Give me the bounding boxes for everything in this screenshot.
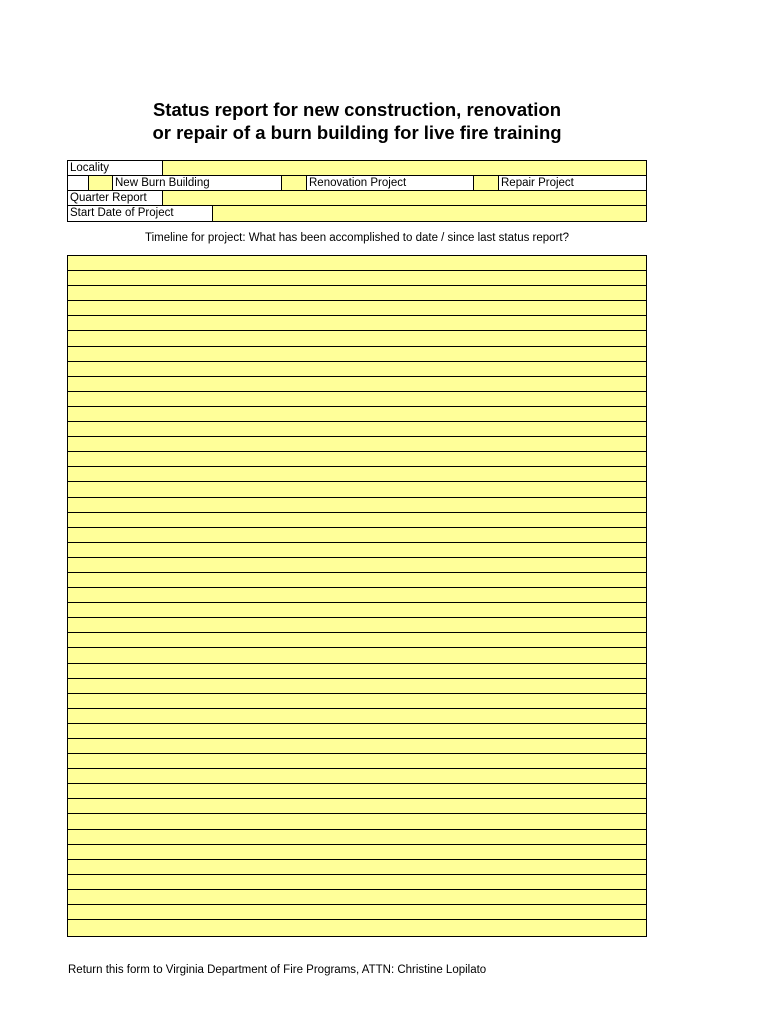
- timeline-entry-line[interactable]: [68, 784, 646, 799]
- timeline-entry-line[interactable]: [68, 845, 646, 860]
- project-type-row: [68, 176, 646, 191]
- renovation-project-label: Renovation Project: [306, 176, 473, 190]
- timeline-entry-line[interactable]: [68, 664, 646, 679]
- spacer-cell: [68, 176, 88, 190]
- timeline-entry-line[interactable]: [68, 769, 646, 784]
- timeline-entry-line[interactable]: [68, 482, 646, 497]
- start-date-label: Start Date of Project: [68, 206, 212, 221]
- locality-row: [68, 161, 646, 176]
- timeline-entry-line[interactable]: [68, 377, 646, 392]
- timeline-entry-line[interactable]: [68, 679, 646, 694]
- timeline-entry-line[interactable]: [68, 316, 646, 331]
- timeline-entry-line[interactable]: [68, 558, 646, 573]
- new-burn-building-label: New Burn Building: [112, 176, 281, 190]
- timeline-entry-line[interactable]: [68, 513, 646, 528]
- timeline-entry-line[interactable]: [68, 528, 646, 543]
- timeline-entry-line[interactable]: [68, 633, 646, 648]
- locality-field[interactable]: [162, 161, 646, 175]
- quarter-report-field[interactable]: [162, 191, 646, 205]
- timeline-entry-line[interactable]: [68, 452, 646, 467]
- timeline-entry-line[interactable]: [68, 271, 646, 286]
- repair-project-checkbox[interactable]: [473, 176, 498, 190]
- renovation-project-checkbox[interactable]: [281, 176, 306, 190]
- timeline-entry-line[interactable]: [68, 347, 646, 362]
- timeline-entry-line[interactable]: [68, 890, 646, 905]
- timeline-entry-line[interactable]: [68, 286, 646, 301]
- timeline-entry-line[interactable]: [68, 437, 646, 452]
- timeline-entry-line[interactable]: [68, 618, 646, 633]
- timeline-entry-line[interactable]: [68, 256, 646, 271]
- timeline-prompt: Timeline for project: What has been accomplished to date / since last status report?: [144, 232, 569, 244]
- timeline-entry-line[interactable]: [68, 392, 646, 407]
- repair-project-label: Repair Project: [498, 176, 646, 190]
- timeline-entry-line[interactable]: [68, 739, 646, 754]
- timeline-entry-line[interactable]: [68, 799, 646, 814]
- new-burn-building-checkbox[interactable]: [88, 176, 112, 190]
- timeline-entry-line[interactable]: [68, 724, 646, 739]
- timeline-entry-line[interactable]: [68, 467, 646, 482]
- form-title-line-2: or repair of a burn building for live fire training: [152, 122, 562, 143]
- timeline-entry-line[interactable]: [68, 498, 646, 513]
- timeline-entry-line[interactable]: [68, 648, 646, 663]
- timeline-entry-line[interactable]: [68, 543, 646, 558]
- timeline-entry-line[interactable]: [68, 694, 646, 709]
- project-info-form: [67, 160, 647, 222]
- timeline-entry-line[interactable]: [68, 301, 646, 316]
- timeline-entry-line[interactable]: [68, 860, 646, 875]
- quarter-report-row: [68, 191, 646, 206]
- start-date-row: [68, 206, 646, 221]
- timeline-entry-line[interactable]: [68, 754, 646, 769]
- timeline-entry-line[interactable]: [68, 920, 646, 935]
- timeline-entry-area[interactable]: [67, 255, 647, 937]
- start-date-field[interactable]: [212, 206, 646, 221]
- timeline-entry-line[interactable]: [68, 875, 646, 890]
- locality-label: Locality: [68, 161, 162, 175]
- timeline-entry-line[interactable]: [68, 830, 646, 845]
- quarter-report-label: Quarter Report: [68, 191, 162, 205]
- timeline-entry-line[interactable]: [68, 588, 646, 603]
- return-instructions: Return this form to Virginia Department of Fire Programs, ATTN: Christine Lopilato: [68, 964, 487, 976]
- timeline-entry-line[interactable]: [68, 709, 646, 724]
- timeline-entry-line[interactable]: [68, 603, 646, 618]
- timeline-entry-line[interactable]: [68, 362, 646, 377]
- timeline-entry-line[interactable]: [68, 422, 646, 437]
- timeline-entry-line[interactable]: [68, 905, 646, 920]
- timeline-entry-line[interactable]: [68, 331, 646, 346]
- timeline-entry-line[interactable]: [68, 814, 646, 829]
- timeline-entry-line[interactable]: [68, 407, 646, 422]
- timeline-entry-line[interactable]: [68, 573, 646, 588]
- form-title-line-1: Status report for new construction, renovation: [152, 99, 562, 120]
